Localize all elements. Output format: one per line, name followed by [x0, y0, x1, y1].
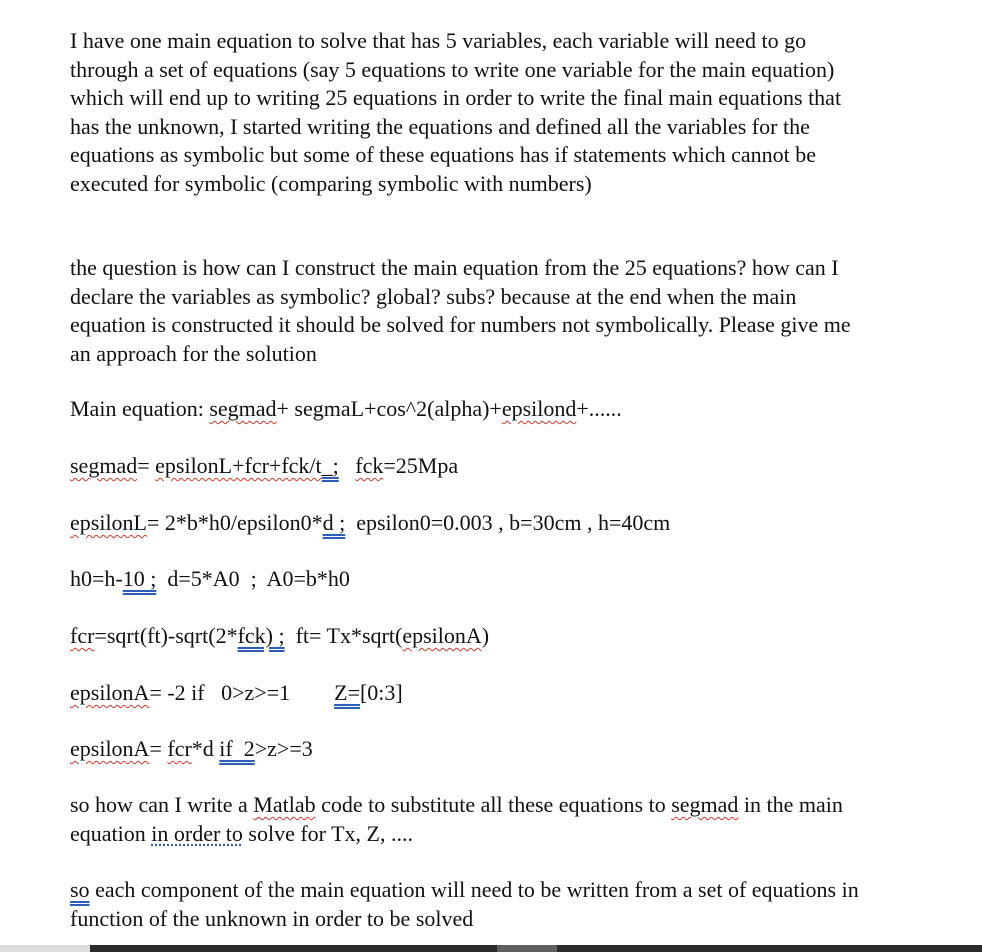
equation-epsilona-case2 [70, 735, 313, 763]
equation-part: epsilonL [70, 510, 147, 535]
equation-part: _; [321, 453, 339, 478]
equation-part: fcr [167, 736, 192, 761]
text-run: segmad [671, 792, 739, 817]
equation-epsilonl [70, 509, 670, 537]
equation-part: fcr [70, 623, 95, 648]
equation-part: epsilonA [70, 680, 150, 705]
scrollbar-thumb-highlight [497, 945, 557, 952]
main-equation-line [70, 395, 622, 423]
equation-part: *d [191, 736, 220, 761]
main-equation-label: Main equation: [70, 396, 210, 421]
main-equation-term: + segmaL+cos^2(alpha)+ [276, 396, 502, 421]
equation-part: segmad [70, 453, 138, 478]
text-run: solve for Tx, Z, .... [242, 820, 413, 846]
equation-part: ft= Tx*sqrt( [284, 623, 403, 648]
horizontal-scrollbar[interactable] [0, 945, 982, 952]
text-run: so [70, 877, 90, 902]
equation-part: epsilonA [70, 736, 150, 761]
equation-part: 10 ; [122, 566, 157, 591]
equation-part: Z= [334, 680, 360, 705]
text-run: so how can I write a [70, 792, 254, 817]
equation-part [339, 453, 356, 478]
text-run: each component of the main equation will need to be written from a set of equations in function of the unknown in order to be solved [70, 877, 859, 931]
equation-part: h0=h- [70, 566, 123, 591]
equation-h0 [70, 565, 350, 593]
equation-part: fck) ; [237, 623, 285, 648]
main-equation-term: +...... [576, 396, 622, 421]
equation-part: >z>=3 [254, 736, 313, 761]
equation-part: = [149, 736, 168, 761]
equation-part: epsilon0=0.003 , b=30cm , h=40cm [345, 510, 671, 535]
equation-part: d=5*A0 ; A0=b*h0 [156, 566, 350, 591]
text-run: Matlab [253, 792, 316, 817]
equation-part: =sqrt(ft)-sqrt(2* [94, 623, 238, 648]
equation-part: =25Mpa [383, 453, 459, 478]
text-run: code to substitute all these equations to [315, 792, 672, 817]
equation-part: ) [481, 623, 490, 648]
equation-segmad [70, 452, 458, 480]
equation-part: epsilonA [402, 623, 482, 648]
text-run: in order to [151, 820, 243, 846]
equation-epsilona-case1 [70, 679, 403, 707]
equation-part: = 2*b*h0/epsilon0* [147, 510, 323, 535]
main-equation-term: epsilond [501, 396, 577, 421]
scrollbar-left-region [0, 945, 90, 952]
equation-part: = [137, 453, 156, 478]
paragraph-matlab-question [70, 791, 870, 848]
text-run: in the main equation [70, 792, 843, 846]
main-equation-term: segmad [209, 396, 277, 421]
equation-part: [0:3] [359, 680, 403, 705]
paragraph-closing [70, 876, 870, 933]
paragraph-question: the question is how can I construct the main equation from the 25 equations? how can I declare the variables as symbolic? global? subs? because at the end when the main equation is constructed it should be solved for numbers not symbolically. Please give me an approach for the solution [70, 255, 851, 366]
equation-part: = -2 if 0>z>=1 [149, 680, 335, 705]
equation-part: d ; [322, 510, 346, 535]
equation-fcr [70, 622, 489, 650]
equation-part: if 2 [219, 736, 255, 761]
equation-part: epsilonL+fcr+fck/t [155, 453, 322, 478]
paragraph-intro: I have one main equation to solve that has 5 variables, each variable will need to go through a set of equations (say 5 equations to write one variable for the main equation) which will end up to writing 25 equations in order to write the final main equations that has the unknown, I started writing the equations and defined all the variables for the equations as symbolic but some of these equations has if statements which cannot be executed for symbolic (comparing symbolic with numbers) [70, 28, 842, 196]
equation-part: fck [355, 453, 384, 478]
